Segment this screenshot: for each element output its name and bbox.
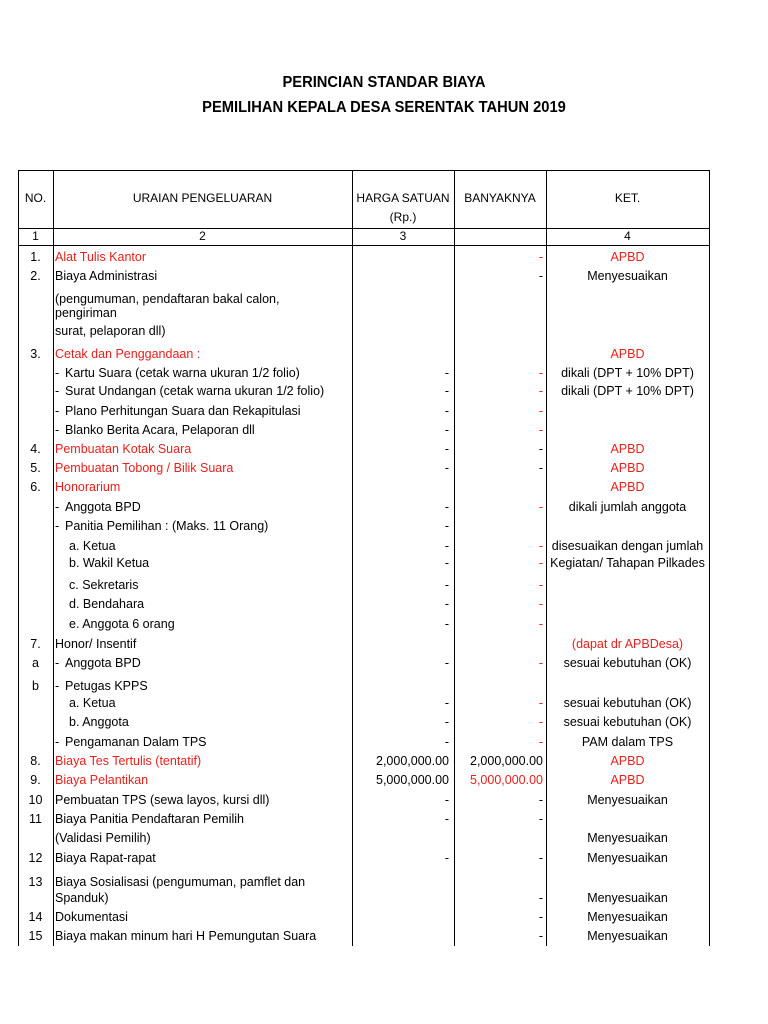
row-harga-satuan: 5,000,000.00: [376, 773, 449, 787]
row-description: d. Bendahara: [69, 597, 145, 611]
row-banyaknya: -: [538, 812, 543, 826]
row-bullet: -: [55, 384, 60, 398]
row-keterangan: dikali jumlah anggota: [568, 500, 687, 514]
row-keterangan: APBD: [610, 250, 645, 264]
document-title: PERINCIAN STANDAR BIAYA: [282, 74, 486, 91]
header-ket: KET.: [614, 191, 641, 205]
row-description: Alat Tulis Kantor: [55, 250, 147, 264]
row-keterangan: Menyesuaikan: [587, 929, 668, 943]
row-description: Honorarium: [55, 480, 121, 494]
row-banyaknya: -: [538, 384, 543, 398]
row-description: a. Ketua: [69, 696, 116, 710]
row-bullet: -: [55, 366, 60, 380]
row-description: Pembuatan Tobong / Bilik Suara: [55, 461, 234, 475]
row-harga-satuan: -: [444, 404, 449, 418]
row-bullet: -: [55, 519, 60, 533]
header-uraian: URAIAN PENGELUARAN: [132, 191, 273, 205]
row-banyaknya: -: [538, 793, 543, 807]
row-description: Dokumentasi: [55, 910, 128, 924]
row-harga-satuan: -: [444, 578, 449, 592]
row-banyaknya: -: [538, 929, 543, 943]
row-description: Pengamanan Dalam TPS: [65, 735, 207, 749]
row-keterangan: Menyesuaikan: [587, 910, 668, 924]
row-keterangan: (dapat dr APBDesa): [571, 637, 684, 651]
document-subtitle: PEMILIHAN KEPALA DESA SERENTAK TAHUN 2019: [202, 99, 566, 116]
row-number: b: [32, 679, 39, 693]
row-number: 12: [28, 851, 43, 865]
row-keterangan: Kegiatan/ Tahapan Pilkades: [550, 556, 705, 570]
row-description: Spanduk): [55, 891, 109, 905]
row-banyaknya: -: [538, 442, 543, 456]
cost-table: [18, 170, 710, 946]
row-harga-satuan: -: [444, 793, 449, 807]
row-number: 3.: [30, 347, 41, 361]
row-banyaknya: -: [538, 461, 543, 475]
row-keterangan: APBD: [610, 480, 645, 494]
row-banyaknya: -: [538, 269, 543, 283]
row-description: Biaya Tes Tertulis (tentatif): [55, 754, 202, 768]
row-harga-satuan: -: [444, 715, 449, 729]
header-harga-line1: HARGA SATUAN: [356, 191, 450, 205]
row-keterangan: sesuai kebutuhan (OK): [563, 656, 692, 670]
row-description: Petugas KPPS: [65, 679, 148, 693]
row-harga-satuan: -: [444, 461, 449, 475]
row-harga-satuan: -: [444, 500, 449, 514]
row-number: 4.: [30, 442, 41, 456]
row-banyaknya: -: [538, 910, 543, 924]
row-harga-satuan: -: [444, 519, 449, 533]
row-banyaknya: -: [538, 404, 543, 418]
row-banyaknya: 5,000,000.00: [470, 773, 543, 787]
row-description: b. Wakil Ketua: [69, 556, 150, 570]
row-harga-satuan: -: [444, 617, 449, 631]
colnum-2: 2: [199, 229, 206, 243]
row-description: Honor/ Insentif: [55, 637, 137, 651]
row-keterangan: disesuaikan dengan jumlah: [551, 539, 704, 553]
colnum-3: 3: [399, 229, 407, 243]
row-banyaknya: -: [538, 597, 543, 611]
row-banyaknya: -: [538, 617, 543, 631]
row-harga-satuan: -: [444, 384, 449, 398]
row-banyaknya: -: [538, 250, 543, 264]
row-description: Biaya Panitia Pendaftaran Pemilih: [55, 812, 245, 826]
row-description: e. Anggota 6 orang: [69, 617, 175, 631]
row-bullet: -: [55, 423, 60, 437]
row-harga-satuan: -: [444, 812, 449, 826]
row-description: Kartu Suara (cetak warna ukuran 1/2 folio): [65, 366, 300, 380]
col-border-right: [709, 170, 710, 946]
row-description: Panitia Pemilihan : (Maks. 11 Orang): [65, 519, 269, 533]
row-number: 13: [28, 875, 43, 889]
row-number: 7.: [30, 637, 41, 651]
col-border-left: [18, 170, 19, 946]
row-number: 1.: [30, 250, 41, 264]
row-number: a: [32, 656, 39, 670]
row-description: a. Ketua: [69, 539, 116, 553]
row-description: pengiriman: [55, 306, 117, 320]
row-description: (Validasi Pemilih): [55, 831, 151, 845]
row-number: 15: [28, 929, 43, 943]
row-keterangan: PAM dalam TPS: [581, 735, 674, 749]
row-description: Cetak dan Penggandaan :: [55, 347, 201, 361]
row-keterangan: dikali (DPT + 10% DPT): [561, 384, 694, 398]
row-banyaknya: -: [538, 656, 543, 670]
row-keterangan: APBD: [610, 773, 645, 787]
row-description: Blanko Berita Acara, Pelaporan dll: [65, 423, 255, 437]
row-banyaknya: -: [538, 696, 543, 710]
row-banyaknya: -: [538, 423, 543, 437]
row-harga-satuan: 2,000,000.00: [376, 754, 449, 768]
row-number: 2.: [30, 269, 41, 283]
row-description: Biaya Pelantikan: [55, 773, 149, 787]
row-description: c. Sekretaris: [69, 578, 139, 592]
row-bullet: -: [55, 500, 60, 514]
row-banyaknya: 2,000,000.00: [470, 754, 543, 768]
col-border-no: [53, 170, 54, 946]
row-harga-satuan: -: [444, 556, 449, 570]
row-keterangan: APBD: [610, 461, 645, 475]
row-description: Biaya makan minum hari H Pemungutan Suara: [55, 929, 317, 943]
row-number: 9.: [30, 773, 41, 787]
row-description: (pengumuman, pendaftaran bakal calon,: [55, 292, 280, 306]
row-description: b. Anggota: [69, 715, 129, 729]
row-harga-satuan: -: [444, 442, 449, 456]
row-number: 5.: [30, 461, 41, 475]
row-description: Plano Perhitungan Suara dan Rekapitulasi: [65, 404, 301, 418]
row-number: 11: [29, 812, 42, 826]
row-description: Pembuatan TPS (sewa layos, kursi dll): [55, 793, 270, 807]
row-banyaknya: -: [538, 500, 543, 514]
row-description: Biaya Rapat-rapat: [55, 851, 156, 865]
table-top-border: [18, 170, 710, 171]
row-number: 10: [28, 793, 43, 807]
row-banyaknya: -: [538, 366, 543, 380]
header-harga: [352, 189, 454, 227]
row-number: 8.: [30, 754, 41, 768]
row-bullet: -: [55, 735, 60, 749]
row-keterangan: APBD: [610, 347, 645, 361]
row-description: Biaya Sosialisasi (pengumuman, pamflet dan: [55, 875, 306, 889]
row-harga-satuan: -: [444, 656, 449, 670]
row-number: 14: [28, 910, 43, 924]
colnum-4: 4: [624, 229, 631, 243]
row-banyaknya: -: [538, 891, 543, 905]
colnum-bottom-border: [18, 245, 710, 246]
row-harga-satuan: -: [444, 597, 449, 611]
row-bullet: -: [55, 404, 60, 418]
row-description: Anggota BPD: [65, 656, 141, 670]
row-description: Pembuatan Kotak Suara: [55, 442, 192, 456]
header-banyaknya: BANYAKNYA: [464, 191, 536, 205]
header-no: NO.: [24, 191, 47, 205]
row-keterangan: sesuai kebutuhan (OK): [563, 696, 692, 710]
row-harga-satuan: -: [444, 423, 449, 437]
header-harga-line2: (Rp.): [389, 210, 417, 224]
row-keterangan: Menyesuaikan: [587, 269, 668, 283]
row-keterangan: Menyesuaikan: [587, 793, 668, 807]
row-banyaknya: -: [538, 578, 543, 592]
row-keterangan: Menyesuaikan: [587, 831, 668, 845]
row-harga-satuan: -: [444, 539, 449, 553]
row-keterangan: APBD: [610, 442, 645, 456]
row-banyaknya: -: [538, 539, 543, 553]
row-description: Surat Undangan (cetak warna ukuran 1/2 folio): [65, 384, 325, 398]
row-banyaknya: -: [538, 556, 543, 570]
row-banyaknya: -: [538, 735, 543, 749]
row-keterangan: sesuai kebutuhan (OK): [563, 715, 692, 729]
row-keterangan: APBD: [610, 754, 645, 768]
row-banyaknya: -: [538, 715, 543, 729]
row-description: surat, pelaporan dll): [55, 324, 166, 338]
row-keterangan: Menyesuaikan: [587, 891, 668, 905]
row-bullet: -: [55, 679, 60, 693]
row-banyaknya: -: [538, 851, 543, 865]
row-harga-satuan: -: [444, 735, 449, 749]
row-bullet: -: [55, 656, 60, 670]
row-keterangan: Menyesuaikan: [587, 851, 668, 865]
row-description: Anggota BPD: [65, 500, 141, 514]
colnum-1: 1: [32, 229, 39, 243]
row-number: 6.: [30, 480, 41, 494]
row-harga-satuan: -: [444, 696, 449, 710]
row-harga-satuan: -: [444, 851, 449, 865]
row-harga-satuan: -: [444, 366, 449, 380]
row-keterangan: dikali (DPT + 10% DPT): [561, 366, 694, 380]
row-description: Biaya Administrasi: [55, 269, 158, 283]
